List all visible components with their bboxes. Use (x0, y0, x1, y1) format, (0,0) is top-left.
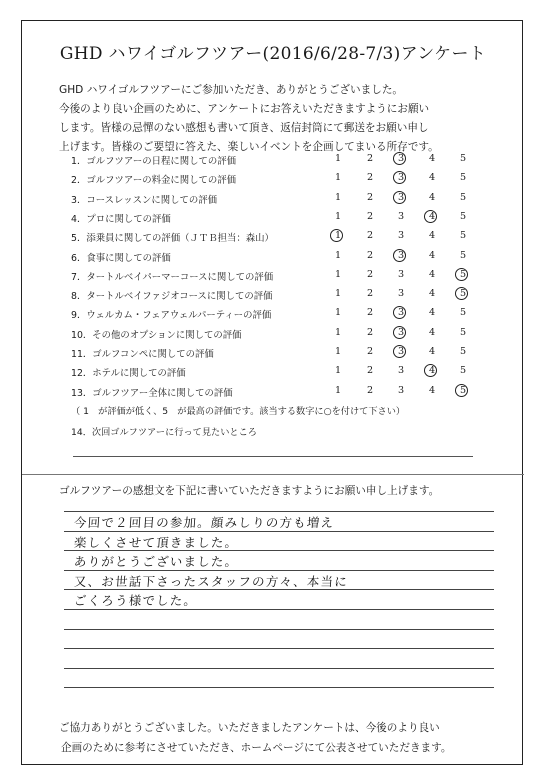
rating-option-2[interactable] (361, 192, 379, 203)
rating-option-3[interactable] (392, 230, 410, 241)
rating-number: 1 (334, 191, 342, 203)
intro-line: します。皆様の忌憚のない感想も書いて頂き、返信封筒にて郵送をお願い申し (59, 122, 429, 134)
rating-number: 4 (428, 153, 436, 164)
footer-line: ご協力ありがとうございました。いただきましたアンケートは、今後のより良い (59, 722, 440, 734)
rating-option-4[interactable] (423, 250, 441, 261)
question-row (59, 151, 509, 168)
rating-option-2[interactable] (361, 153, 379, 164)
selected-circle-mark (393, 152, 406, 165)
rating-option-1[interactable] (329, 327, 347, 338)
rating-option-3[interactable] (392, 153, 410, 164)
rating-option-1[interactable] (329, 230, 347, 241)
handwritten-comment-line: 今回で２回目の参加。顔みしりの方も増え (73, 515, 335, 530)
rating-option-1[interactable] (329, 365, 347, 376)
rating-option-4[interactable] (423, 172, 441, 183)
question-row (59, 363, 509, 380)
rating-option-5[interactable] (454, 230, 472, 241)
rating-number: 4 (428, 191, 436, 203)
rating-option-4[interactable] (423, 307, 441, 318)
rating-number: 1 (334, 365, 342, 377)
rating-option-1[interactable] (329, 288, 347, 299)
question-row (59, 190, 509, 207)
question-text: 5．添乗員に関しての評価（ＪＴＢ担当：森山） (71, 233, 274, 245)
question-text: 7．タートルベイパーマーコースに関しての評価 (71, 271, 274, 283)
rating-number: 3 (397, 268, 405, 280)
question-row (59, 228, 509, 245)
section-divider (22, 474, 524, 475)
rating-option-2[interactable] (361, 250, 379, 261)
rating-option-4[interactable] (423, 269, 441, 280)
question-14-answer-line[interactable] (73, 456, 473, 457)
rating-option-5[interactable] (454, 385, 472, 396)
rating-option-2[interactable] (361, 327, 379, 338)
rating-number: 1 (334, 288, 342, 300)
comment-rule-line[interactable] (64, 609, 494, 610)
intro-line: 上げます。皆様のご要望に答えた、楽しいイベントを企画してまいる所存です。 (59, 141, 439, 153)
rating-number: 3 (397, 288, 405, 300)
question-row (59, 170, 509, 187)
rating-option-5[interactable] (454, 365, 472, 376)
rating-number: 4 (428, 210, 436, 222)
rating-option-4[interactable] (423, 365, 441, 376)
question-14-label: 14．次回ゴルフツアーに行って見たいところ (71, 426, 257, 438)
rating-survey (59, 151, 509, 466)
rating-number: 1 (334, 172, 342, 184)
rating-option-2[interactable] (361, 307, 379, 318)
question-text: 3．コースレッスンに関しての評価 (71, 194, 218, 206)
question-text: 13．ゴルフツアー全体に関しての評価 (71, 387, 233, 399)
rating-number: 4 (428, 249, 436, 261)
rating-number: 2 (366, 326, 374, 338)
rating-number: 4 (428, 307, 436, 319)
selected-circle-mark (455, 268, 468, 281)
rating-option-2[interactable] (361, 346, 379, 357)
rating-option-4[interactable] (423, 153, 441, 164)
rating-option-5[interactable] (454, 250, 472, 261)
rating-option-2[interactable] (361, 385, 379, 396)
rating-number: 5 (459, 307, 467, 319)
rating-option-2[interactable] (361, 211, 379, 222)
rating-number: 2 (366, 384, 374, 396)
rating-option-2[interactable] (361, 172, 379, 183)
rating-option-3[interactable] (392, 172, 410, 183)
rating-number: 3 (397, 346, 405, 357)
selected-circle-mark (393, 191, 406, 204)
rating-option-5[interactable] (454, 288, 472, 299)
rating-number: 4 (428, 326, 436, 338)
rating-option-3[interactable] (392, 250, 410, 261)
selected-circle-mark (393, 326, 406, 339)
survey-sheet (21, 20, 523, 765)
rating-number: 3 (397, 365, 405, 377)
rating-number: 3 (397, 153, 405, 164)
rating-option-5[interactable] (454, 327, 472, 338)
rating-number: 4 (428, 172, 436, 184)
intro-line: 今後のより良い企画のために、アンケートにお答えいただきますようにお願い (59, 103, 430, 115)
rating-option-1[interactable] (329, 211, 347, 222)
rating-option-1[interactable] (329, 250, 347, 261)
rating-number: 4 (428, 230, 436, 242)
intro-text (59, 81, 499, 157)
rating-number: 3 (397, 326, 405, 338)
rating-number: 5 (459, 153, 467, 164)
rating-number: 3 (397, 249, 405, 261)
rating-number: 4 (428, 346, 436, 357)
selected-circle-mark (424, 210, 437, 223)
rating-option-5[interactable] (454, 269, 472, 280)
rating-number: 1 (334, 384, 342, 396)
question-text: 8．タートルベイファジオコースに関しての評価 (71, 291, 273, 303)
question-text: 4．プロに関しての評価 (71, 213, 171, 225)
rating-number: 1 (334, 326, 342, 338)
rating-option-4[interactable] (423, 211, 441, 222)
rating-number: 2 (366, 307, 374, 319)
rating-number: 3 (397, 210, 405, 222)
rating-number: 3 (397, 307, 405, 319)
question-row (59, 286, 509, 303)
question-text: 10．その他のオプションに関しての評価 (71, 329, 242, 341)
rating-option-1[interactable] (329, 153, 347, 164)
rating-number: 1 (334, 346, 342, 357)
rating-option-2[interactable] (361, 365, 379, 376)
intro-line: GHD ハワイゴルフツアーにご参加いただき、ありがとうございました。 (59, 84, 404, 96)
question-row (59, 267, 509, 284)
rating-option-3[interactable] (392, 269, 410, 280)
rating-option-1[interactable] (329, 192, 347, 203)
rating-number: 1 (334, 307, 342, 319)
rating-option-4[interactable] (423, 385, 441, 396)
rating-option-3[interactable] (392, 211, 410, 222)
selected-circle-mark (330, 229, 343, 242)
rating-number: 2 (366, 153, 374, 164)
comment-rule-line[interactable] (64, 648, 494, 649)
rating-number: 2 (366, 288, 374, 300)
rating-option-3[interactable] (392, 365, 410, 376)
rating-option-5[interactable] (454, 346, 472, 357)
rating-number: 5 (459, 172, 467, 184)
question-text: 9．ウェルカム・フェアウェルパーティーの評価 (71, 310, 272, 322)
rating-option-3[interactable] (392, 385, 410, 396)
rating-number: 5 (459, 191, 467, 203)
survey-title: GHD ハワイゴルフツアー(2016/6/28-7/3)アンケート (59, 44, 487, 64)
rating-option-3[interactable] (392, 346, 410, 357)
selected-circle-mark (393, 171, 406, 184)
rating-number: 1 (334, 230, 342, 242)
rating-number: 1 (334, 210, 342, 222)
question-row (59, 209, 509, 226)
rating-option-2[interactable] (361, 230, 379, 241)
rating-option-1[interactable] (329, 172, 347, 183)
rating-number: 5 (459, 326, 467, 338)
rating-option-5[interactable] (454, 153, 472, 164)
rating-option-4[interactable] (423, 192, 441, 203)
rating-number: 5 (459, 346, 467, 357)
rating-number: 5 (459, 230, 467, 242)
rating-option-5[interactable] (454, 211, 472, 222)
handwritten-comment-line: 楽しくさせて頂きました。 (73, 534, 239, 550)
rating-option-1[interactable] (329, 346, 347, 357)
rating-number: 1 (334, 249, 342, 261)
rating-option-4[interactable] (423, 346, 441, 357)
comments-prompt: ゴルフツアーの感想文を下記に書いていただきますようにお願い申し上げます。 (59, 485, 440, 497)
rating-number: 4 (428, 268, 436, 280)
selected-circle-mark (393, 306, 406, 319)
question-text: 2．ゴルフツアーの料金に関しての評価 (71, 175, 237, 187)
question-text: 1．ゴルフツアーの日程に関しての評価 (71, 156, 237, 167)
question-text: 6．食事に関しての評価 (71, 252, 171, 264)
rating-option-5[interactable] (454, 192, 472, 203)
comment-rule-line[interactable] (64, 629, 494, 630)
selected-circle-mark (455, 384, 468, 397)
footer-line: 企画のために参考にさせていただき、ホームページにて公表させていただきます。 (61, 742, 452, 754)
question-row (59, 248, 509, 265)
rating-number: 2 (366, 191, 374, 203)
rating-option-3[interactable] (392, 327, 410, 338)
handwritten-comment-line: ありがとうございました。 (73, 554, 239, 570)
selected-circle-mark (455, 287, 468, 300)
rating-number: 1 (334, 153, 342, 164)
rating-option-5[interactable] (454, 307, 472, 318)
question-text: 11．ゴルフコンペに関しての評価 (71, 349, 214, 360)
rating-number: 1 (334, 268, 342, 280)
question-text: 12．ホテルに関しての評価 (71, 368, 186, 380)
comment-rule-line[interactable] (64, 511, 494, 512)
question-row (59, 383, 509, 400)
question-row (59, 305, 509, 322)
rating-number: 5 (459, 249, 467, 261)
rating-option-2[interactable] (361, 288, 379, 299)
rating-option-2[interactable] (361, 269, 379, 280)
selected-circle-mark (393, 249, 406, 262)
rating-number: 3 (397, 230, 405, 242)
scale-note: （ 1 が評価が低く、5 が最高の評価です。該当する数字に○を付けて下さい） (71, 405, 406, 417)
rating-number: 2 (366, 210, 374, 222)
rating-number: 3 (397, 191, 405, 203)
handwritten-comment-line: ごくろう様でした。 (73, 593, 198, 609)
question-row (59, 344, 509, 361)
footer-text (59, 718, 509, 758)
handwritten-comment-line: 又、お世話下さったスタッフの方々、本当に (73, 573, 349, 589)
rating-number: 2 (366, 268, 374, 280)
comment-rule-line[interactable] (64, 687, 494, 688)
rating-option-4[interactable] (423, 288, 441, 299)
question-row (59, 325, 509, 342)
selected-circle-mark (393, 345, 406, 358)
rating-number: 5 (459, 384, 467, 396)
rating-number: 5 (459, 288, 467, 300)
rating-number: 5 (459, 365, 467, 377)
rating-number: 3 (397, 384, 405, 396)
rating-number: 2 (366, 346, 374, 357)
rating-number: 4 (428, 288, 436, 300)
rating-number: 5 (459, 268, 467, 280)
rating-number: 2 (366, 365, 374, 377)
rating-option-5[interactable] (454, 172, 472, 183)
rating-option-3[interactable] (392, 288, 410, 299)
rating-option-4[interactable] (423, 327, 441, 338)
rating-option-1[interactable] (329, 385, 347, 396)
comment-rule-line[interactable] (64, 668, 494, 669)
rating-option-3[interactable] (392, 307, 410, 318)
rating-number: 2 (366, 172, 374, 184)
rating-number: 2 (366, 249, 374, 261)
rating-option-3[interactable] (392, 192, 410, 203)
rating-option-1[interactable] (329, 269, 347, 280)
selected-circle-mark (424, 364, 437, 377)
rating-number: 2 (366, 230, 374, 242)
rating-number: 4 (428, 365, 436, 377)
rating-option-1[interactable] (329, 307, 347, 318)
rating-number: 5 (459, 210, 467, 222)
rating-number: 3 (397, 172, 405, 184)
rating-option-4[interactable] (423, 230, 441, 241)
rating-number: 4 (428, 384, 436, 396)
